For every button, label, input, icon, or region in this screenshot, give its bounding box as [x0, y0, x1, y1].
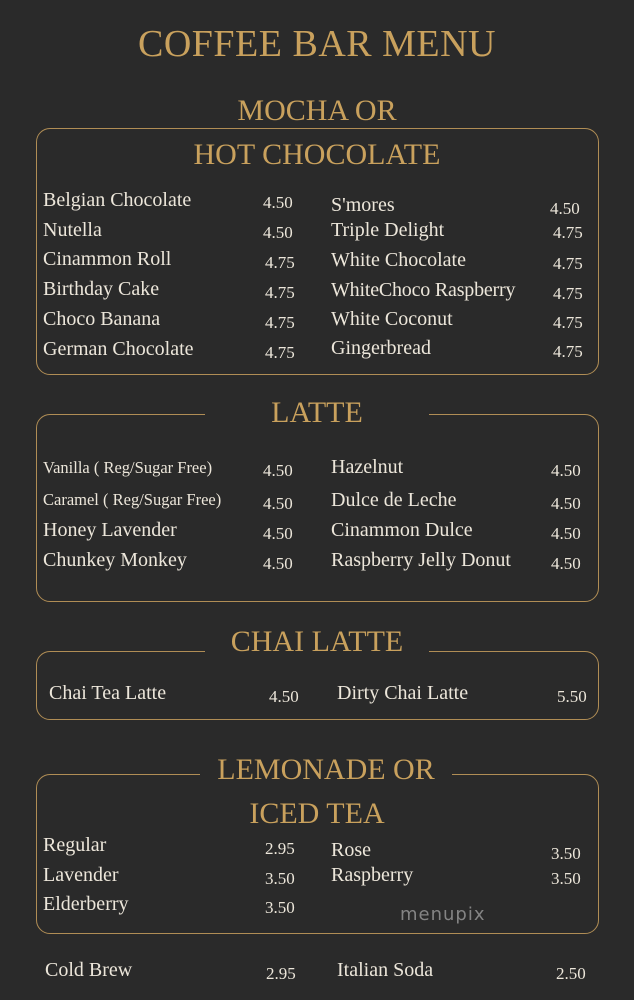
item-price: 2.95 — [266, 964, 296, 983]
item-price: 2.50 — [556, 964, 586, 983]
item-price: 4.50 — [551, 524, 581, 543]
menu-item: Triple Delight — [331, 219, 445, 241]
menu-item: Raspberry — [331, 864, 414, 886]
chai-heading: CHAI LATTE — [205, 625, 429, 659]
item-price: 4.50 — [551, 494, 581, 513]
item-price: 4.75 — [553, 313, 583, 332]
item-price: 2.95 — [265, 839, 295, 858]
item-price: 3.50 — [551, 844, 581, 863]
menu-item: Italian Soda — [337, 959, 434, 981]
menu-item: White Coconut — [331, 308, 453, 330]
menu-item: Lavender — [43, 864, 119, 886]
menu-item: Dirty Chai Latte — [337, 682, 469, 704]
latte-heading: LATTE — [205, 396, 429, 430]
menu-item: Caramel ( Reg/Sugar Free) — [43, 490, 222, 509]
item-price: 4.75 — [265, 313, 295, 332]
lemonade-heading-line2: ICED TEA — [249, 797, 385, 830]
item-price: 4.50 — [550, 199, 580, 218]
watermark: menupix — [400, 904, 486, 925]
menu-item: Cinammon Dulce — [331, 519, 473, 541]
item-price: 4.75 — [265, 343, 295, 362]
menu-item: Cold Brew — [45, 959, 133, 981]
item-price: 4.50 — [263, 524, 293, 543]
item-price: 4.50 — [263, 461, 293, 480]
item-price: 3.50 — [265, 898, 295, 917]
menu-item: S'mores — [331, 194, 395, 216]
lemonade-heading-line1: LEMONADE OR — [200, 753, 452, 787]
item-price: 4.75 — [553, 342, 583, 361]
menu-item: Hazelnut — [331, 456, 404, 478]
item-price: 4.50 — [263, 554, 293, 573]
item-price: 4.50 — [263, 494, 293, 513]
menu-item: Elderberry — [43, 893, 129, 915]
menu-item: Vanilla ( Reg/Sugar Free) — [43, 458, 213, 477]
menu-item: Regular — [43, 834, 107, 856]
item-price: 4.75 — [553, 254, 583, 273]
item-price: 5.50 — [557, 687, 587, 706]
menu-item: Nutella — [43, 219, 102, 241]
menu-item: Raspberry Jelly Donut — [331, 549, 511, 571]
item-price: 4.75 — [553, 223, 583, 242]
menu-item: Choco Banana — [43, 308, 161, 330]
menu-item: Belgian Chocolate — [43, 189, 192, 211]
menu-item: Chunkey Monkey — [43, 549, 187, 571]
menu-item: German Chocolate — [43, 338, 194, 360]
menu-item: Chai Tea Latte — [49, 682, 167, 704]
menu-title: COFFEE BAR MENU — [138, 23, 496, 65]
item-price: 3.50 — [551, 869, 581, 888]
item-price: 4.50 — [551, 554, 581, 573]
menu-item: WhiteChoco Raspberry — [331, 279, 516, 301]
item-price: 4.75 — [265, 253, 295, 272]
menu-item: Cinammon Roll — [43, 248, 172, 270]
menu-item: Honey Lavender — [43, 519, 177, 541]
menu-item: Dulce de Leche — [331, 489, 457, 511]
menu-item: White Chocolate — [331, 249, 466, 271]
mocha-heading-line2: HOT CHOCOLATE — [193, 138, 441, 171]
item-price: 3.50 — [265, 869, 295, 888]
menu-item: Gingerbread — [331, 337, 431, 359]
item-price: 4.50 — [263, 193, 293, 212]
item-price: 4.75 — [553, 284, 583, 303]
item-price: 4.50 — [551, 461, 581, 480]
item-price: 4.50 — [263, 223, 293, 242]
menu-item: Rose — [331, 839, 371, 861]
item-price: 4.75 — [265, 283, 295, 302]
mocha-heading-line1: MOCHA OR — [212, 94, 422, 128]
item-price: 4.50 — [269, 687, 299, 706]
menu-item: Birthday Cake — [43, 278, 160, 300]
